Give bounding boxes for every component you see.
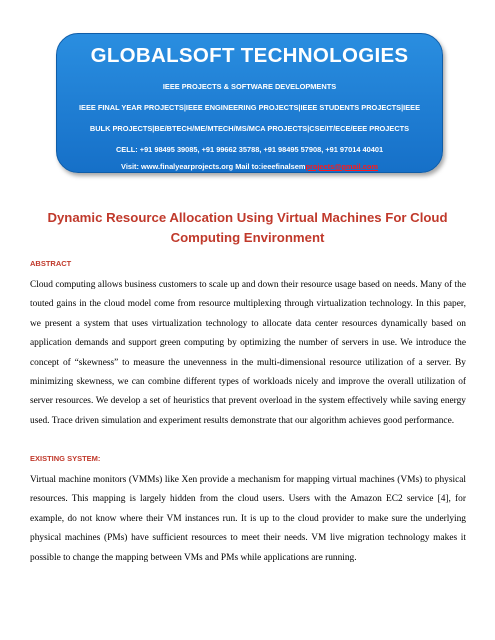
banner-projects-line-1: IEEE FINAL YEAR PROJECTS|IEEE ENGINEERING PROJECTS|IEEE STUDENTS PROJECTS|IEEE <box>78 103 421 112</box>
existing-system-heading: EXISTING SYSTEM: <box>30 454 101 463</box>
company-name: GLOBALSOFT TECHNOLOGIES <box>90 44 409 67</box>
abstract-body: Cloud computing allows business customers to scale up and down their resource usage based on needs. Many of the touted gains in the cloud model come from resource multiplexing through virtualization technology. In this paper, we present a system that uses virtualization technology to allocate data center resources dynamically based on application demands and support green computing by optimizing the number of servers in use. We introduce the concept of “skewness” to measure the unevenness in the multi-dimensional resource utilization of a server. By minimizing skewness, we can combine different types of workloads nicely and improve the overall utilization of server resources. We develop a set of heuristics that prevent overload in the system effectively while saving energy used. Trace driven simulation and experiment results demonstrate that our algorithm achieves good performance. <box>30 280 466 426</box>
header-banner <box>56 33 443 173</box>
abstract-heading: ABSTRACT <box>30 259 72 268</box>
banner-projects-line-2: BULK PROJECTS|BE/BTECH/ME/MTECH/MS/MCA PROJECTS|CSE/IT/ECE/EEE PROJECTS <box>89 124 410 133</box>
banner-phone-numbers: CELL: +91 98495 39085, +91 99662 35788, +91 98495 57908, +91 97014 40401 <box>115 145 384 154</box>
email-link[interactable]: projects@gmail.com <box>305 162 378 171</box>
banner-visit-text: Visit: www.finalyearprojects.org Mail to:ieeefinalsem <box>121 162 306 171</box>
banner-contact-line <box>57 162 442 171</box>
existing-system-body: Virtual machine monitors (VMMs) like Xen provide a mechanism for mapping virtual machines (VMs) to physical resources. This mapping is largely hidden from the cloud users. Users with the Amazon EC2 service [4], for example, do not know where their VM instances run. It is up to the cloud provider to make sure the underlying physical machines (PMs) have sufficient resources to meet their needs. VM live migration technology makes it possible to change the mapping between VMs and PMs while applications are running. <box>30 475 466 563</box>
banner-tagline: IEEE PROJECTS & SOFTWARE DEVELOPMENTS <box>162 82 337 91</box>
document-title: Dynamic Resource Allocation Using Virtual Machines For Cloud Computing Environment <box>47 210 448 245</box>
